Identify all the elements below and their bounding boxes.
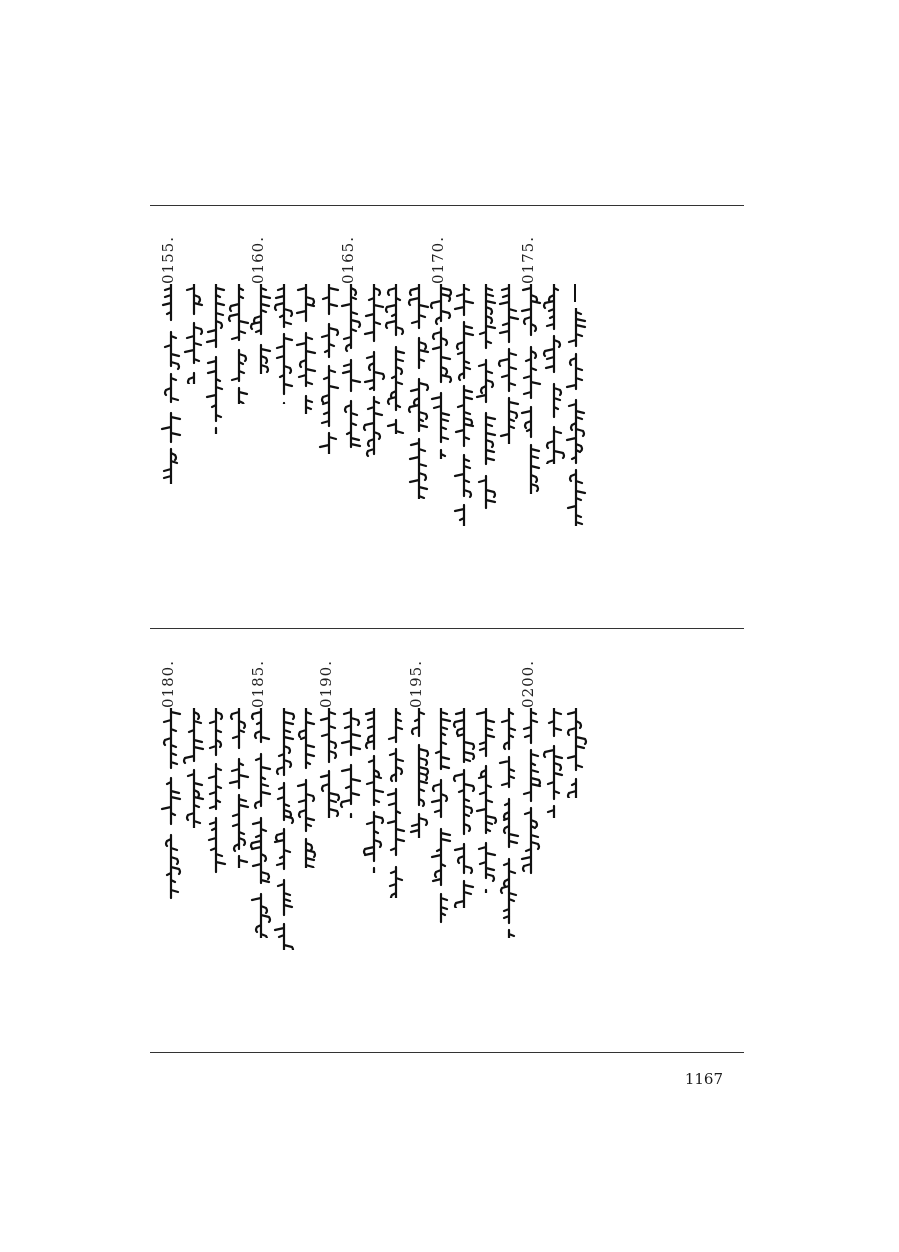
middle-rule xyxy=(150,628,744,629)
line-number: 0185. xyxy=(249,660,267,708)
text-block-lower xyxy=(150,660,744,950)
line-number: 0190. xyxy=(316,660,335,708)
line-number: 0175. xyxy=(519,236,537,284)
line-number: 0155. xyxy=(159,236,177,284)
line-number: 0200. xyxy=(519,660,537,708)
top-rule xyxy=(150,205,744,206)
line-number: 0180. xyxy=(159,660,177,708)
line-number: 0195. xyxy=(406,660,425,708)
text-column xyxy=(563,236,589,526)
bottom-rule xyxy=(150,1052,744,1053)
mongolian-script-line xyxy=(563,708,589,798)
text-column xyxy=(563,660,589,950)
mongolian-text xyxy=(563,308,589,530)
dash-mark xyxy=(574,284,576,302)
line-number: 0165. xyxy=(339,236,357,284)
mongolian-script-line xyxy=(563,308,589,526)
text-block-upper xyxy=(150,236,744,526)
line-number: 0160. xyxy=(249,236,267,284)
line-number: 0170. xyxy=(429,236,447,284)
page-number: 1167 xyxy=(684,1070,723,1088)
mongolian-text xyxy=(563,708,589,802)
